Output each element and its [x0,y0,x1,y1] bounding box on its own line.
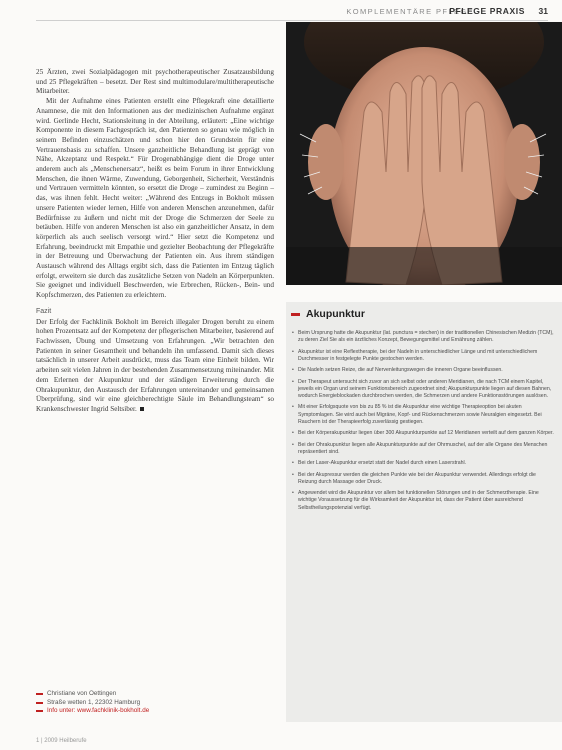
red-bar-icon [291,313,300,316]
conclusion-text: Der Erfolg der Fachklinik Bokholt im Bereich illegaler Drogen beruht zu einem hohen Prozentsatz auf der Kompetenz der pflegerischen Mitarbeiter, basierend auf Fachwissen, Übung und Umsetzung von Erfahrungen. „Wir betrachten den Patienten in seiner Gesamtheit und behandeln ihn umfassend. Damit sich dieses tatsächlich in unserer Arbeit ausdrückt, muss das Team eine Einheit bilden. Wir arbeiten seit vielen Jahren in der bestehenden Zusammensetzung miteinander. Mit dem Erlernen der Akupunktur und der ständigen Erweiterung durch die Ohrakupunktur, den Austausch der Erfahrungen untereinander und gemeinsamen Überprüfung, sind wir eine gleichberechtigte Säule im Behandlungsteam“ so Krankenschwester Ingrid Seltsiber. [36,317,274,413]
list-item-text: Bei der Laser-Akupunktur ersetzt statt der Nadel durch einen Laserstrahl. [298,460,467,467]
header-rule [36,20,548,21]
list-item-text: Akupunktur ist eine Reflextherapie, bei der Nadeln in unterschiedlicher Länge und mit unterschiedlichem Durchmesser in festgelegte Punkte gestochen werden. [298,348,538,362]
contact-address-row [36,699,149,708]
acupuncture-info-box [286,302,562,722]
contact-web-row[interactable] [36,707,149,716]
acupuncture-photo [286,22,562,285]
list-item [292,442,554,456]
box-list [292,330,554,516]
list-item [292,460,554,467]
bullet-icon: • [292,471,294,478]
article-paragraph: Mit der Aufnahme eines Patienten erstellt eine Pflegekraft eine detaillierte Anamnese, die mit den Informationen aus der medizinischen Aufnahme ergänzt wird. Gerlinde Hecht, Stationsleitung in der Abteilung, erläutert: „Eine wichtige Komponente in diesem Fachgespräch ist, den Patienten so genau wie möglich in seinem Befinden einzuschätzen und schon hier den Grundstein für eine Vertrauensbasis zu schaffen. Unsere ganzheitliche Behandlung ist geprägt von Nähe, Akzeptanz und Respekt.“ Für Drogenabhängige dient die Droge unter anderem auch als „Menschenersatz“, heißt es beim Forum in ihrer Entwicklung Menschen, die ihnen Wärme, Zuwendung, Geborgenheit, Sicherheit, Verständnis und Vertrauen vermitteln könnten, so ersetzt die Droge – zumindest zu Beginn – das, was ihnen fehlt. Hecht weiter: „Während des Entzugs in Bokholt müssen unsere Patienten wieder lernen, Hilfe von anderen Menschen anzunehmen, dafür Bedürfnisse zu äußern und nicht mit der Droge die Schmerzen der Seele zu betäuben. Hilfe von anderen Menschen ist also ein ganzheitlicher Ansatz, in dem körperlich als auch seelisch versorgt wird.“ Hier setzt die Kompetenz und Erfahrung, beeindruckt mit Empathie und gezielter Beobachtung der Pflegekräfte in der Betreuung und Überwachung der Patienten ein. Aus ihrem ständigen Austausch während des Alltags ergibt sich, dass die Patienten im Entzug täglich erfolgt, erweitern sie durch das zusätzliche Setzen von Nadeln an Körperpunkten. Sie geeignet und individuell Beschwerden, wie Erbrechen, Rücken-, Bein- und Kopfschmerzen, des Patienten zu erleichtern. [36,97,274,300]
bullet-icon: • [292,430,294,437]
end-mark-icon [140,407,144,411]
page-number: 31 [538,6,548,16]
page-header [0,6,562,20]
section-label: KOMPLEMENTÄRE PFLEGE [346,7,474,16]
list-item [292,404,554,426]
face-with-hands-acupuncture-photo-icon [286,22,562,285]
red-dash-icon [36,702,43,704]
list-item-text: Beim Ursprung hatte die Akupunktur (lat. punctura = stechen) in der traditionellen Chinesischen Medizin (TCM), zu deren Ziel Sie als ein ärztliches Konzept, Bewegungsmittel und Ernährung zählen. [298,330,554,344]
publication-title: PFLEGE PRAXIS [449,6,525,16]
bullet-icon: • [292,490,294,497]
list-item [292,379,554,401]
box-title-text: Akupunktur [306,308,365,320]
contact-name: Christiane von Oettingen [47,690,117,697]
box-title [291,308,365,320]
list-item-text: Bei der Körperakupunktur liegen über 300 Akupunkturpunkte auf 12 Meridianen verteilt auf dem ganzen Körper. [298,430,554,437]
red-dash-icon [36,693,43,695]
list-item-text: Der Therapeut untersucht sich zuvor an sich selbst oder anderen Meridianen, die nach TCM einem Kapitel, jeweils ein Organ und seinem Funktionsbereich zugeordnet sind; Akupunkturpunkte liegen auf diesen Bahnen, wodurch Energieblockaden durchbrochen werden, die Schmerzen und andere Funktionsstörungen auslösen. [298,378,552,399]
article-body [36,68,274,415]
contact-web-link[interactable]: Info unter: www.fachklinik-bokholt.de [47,707,150,714]
bullet-icon: • [292,348,294,355]
bullet-icon: • [292,441,294,448]
list-item [292,330,554,344]
conclusion-subhead: Fazit [36,307,52,315]
list-item-text: Mit einer Erfolgsquote von bis zu 85 % ist die Akupunktur eine wichtige Therapieoption bei akuten Symptomlagen. Sie wird auch bei Migräne, Kopf- und Rückenschmerzen sowie Neuralgien eingesetzt. Bei Rauchern ist der Therapieerfolg zuverlässig gestiegen. [298,404,542,425]
list-item-text: Bei der Akupressur werden die gleichen Punkte wie bei der Akupunktur verwendet. Allerdings erfolgt die Reizung durch Massage oder Druck. [298,471,536,485]
red-dash-icon [36,710,43,712]
list-item [292,490,554,512]
contact-name-row [36,690,149,699]
list-item-text: Bei der Ohrakupunktur liegen alle Akupunkturpunkte auf der Ohrmuschel, auf der alle Organe des Menschen repräsentiert sind. [298,441,548,455]
page-footer: 1 | 2009 Heilberufe [36,738,87,744]
list-item [292,349,554,363]
contact-address: Straße wetten 1, 22302 Hamburg [47,698,141,706]
list-item-text: Angewendet wird die Akupunktur vor allem bei funktionellen Störungen und in der Schmerztherapie. Eine wichtige Voraussetzung für die Wirksamkeit der Akupunktur ist, dass der Patient über ausreichend Selbstheilungspotenzial verfügt. [298,490,539,511]
conclusion-paragraph [36,318,274,415]
list-item-text: Die Nadeln setzen Reize, die auf Nervenleitungswegen die inneren Organe beeinflussen. [298,367,503,374]
bullet-icon: • [292,404,294,411]
bullet-icon: • [292,330,294,336]
author-contact [36,690,149,716]
list-item [292,430,554,437]
list-item [292,367,554,374]
bullet-icon: • [292,367,294,374]
bullet-icon: • [292,378,294,385]
article-paragraph: 25 Ärzten, zwei Sozialpädagogen mit psychotherapeutischer Zusatzausbildung und 25 Pflegekräften – besetzt. Der Rest sind multimodulare/multitherapeutische Mitarbeiter. [36,68,274,96]
bullet-icon: • [292,460,294,467]
list-item [292,472,554,486]
